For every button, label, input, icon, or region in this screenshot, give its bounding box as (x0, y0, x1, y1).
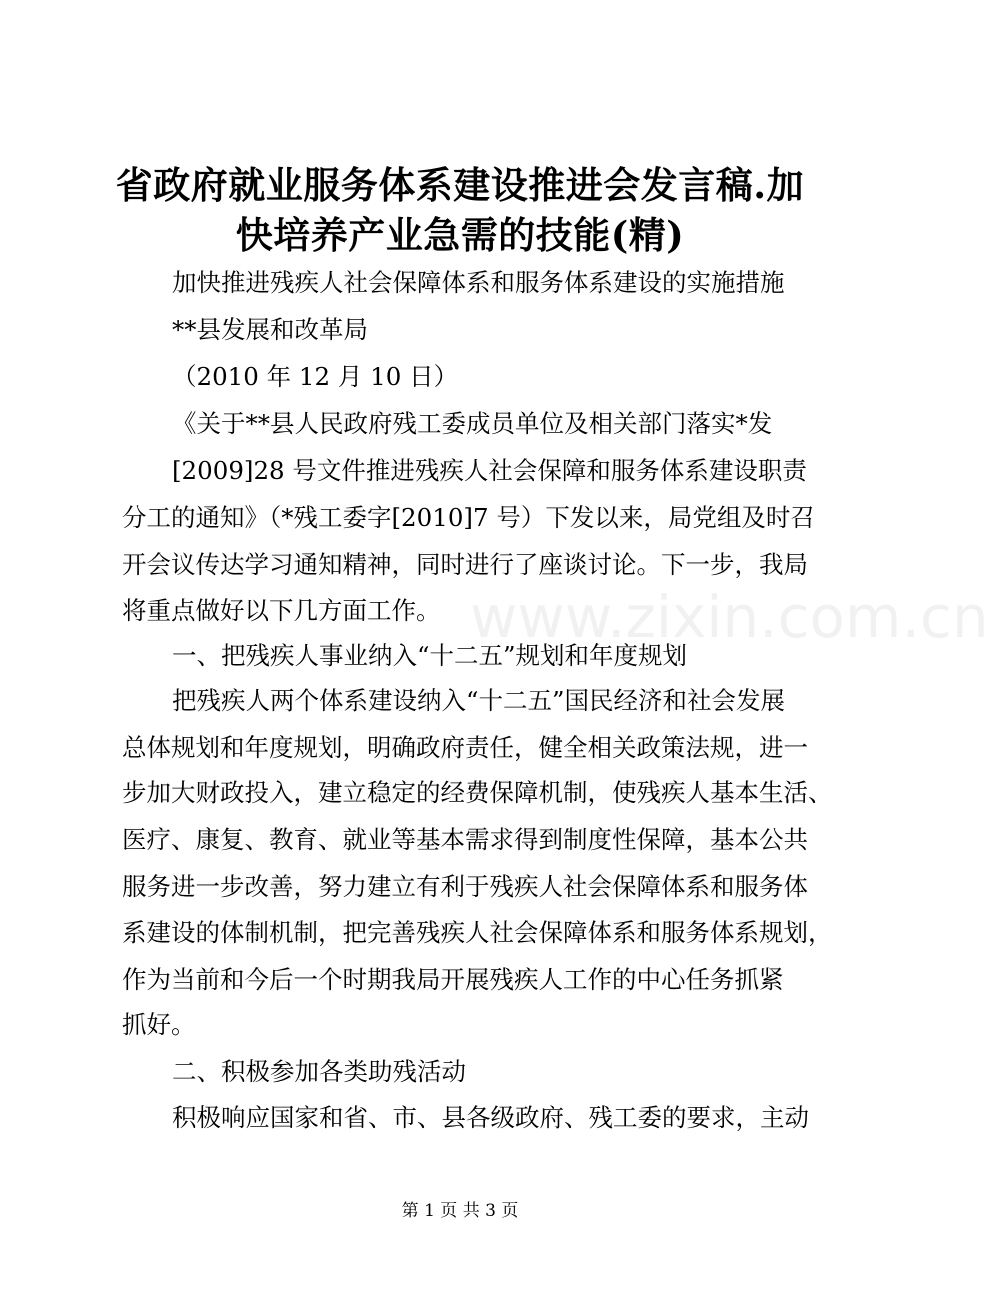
paragraph-line: 步加大财政投入，建立稳定的经费保障机制，使残疾人基本生活、 (122, 778, 833, 807)
paragraph-line: **县发展和改革局 (172, 315, 368, 344)
paragraph-line: 总体规划和年度规划，明确政府责任，健全相关政策法规，进一 (122, 733, 808, 762)
paragraph-line: 把残疾人两个体系建设纳入“十二五”国民经济和社会发展 (172, 686, 786, 715)
paragraph-line: 将重点做好以下几方面工作。 (122, 596, 441, 625)
paragraph-line: （2010 年 12 月 10 日） (172, 362, 459, 391)
paragraph-line: 作为当前和今后一个时期我局开展残疾人工作的中心任务抓紧 (122, 965, 784, 994)
section-heading: 一、把残疾人事业纳入“十二五”规划和年度规划 (172, 641, 688, 670)
paragraph-line: 服务进一步改善，努力建立有利于残疾人社会保障体系和服务体 (122, 872, 808, 901)
paragraph-line: 医疗、康复、教育、就业等基本需求得到制度性保障，基本公共 (122, 825, 808, 854)
paragraph-line: 开会议传达学习通知精神，同时进行了座谈讨论。下一步，我局 (122, 550, 808, 579)
document-title: 省政府就业服务体系建设推进会发言稿.加快培养产业急需的技能(精) (115, 163, 805, 257)
paragraph-line: 系建设的体制机制，把完善残疾人社会保障体系和服务体系规划， (122, 918, 833, 947)
paragraph-line: 《关于**县人民政府残工委成员单位及相关部门落实*发 (172, 409, 773, 438)
watermark: www.zixin.com.cn (470, 583, 989, 651)
paragraph-line: 加快推进残疾人社会保障体系和服务体系建设的实施措施 (172, 268, 785, 297)
paragraph-line: 积极响应国家和省、市、县各级政府、残工委的要求，主动 (172, 1103, 809, 1132)
paragraph-line: 抓好。 (122, 1010, 196, 1039)
paragraph-line: [2009]28 号文件推进残疾人社会保障和服务体系建设职责 (172, 456, 807, 485)
paragraph-line: 分工的通知》（*残工委字[2010]7 号）下发以来，局党组及时召 (122, 503, 815, 532)
page-footer: 第 1 页 共 3 页 (401, 1201, 519, 1221)
section-heading: 二、积极参加各类助残活动 (172, 1057, 466, 1086)
